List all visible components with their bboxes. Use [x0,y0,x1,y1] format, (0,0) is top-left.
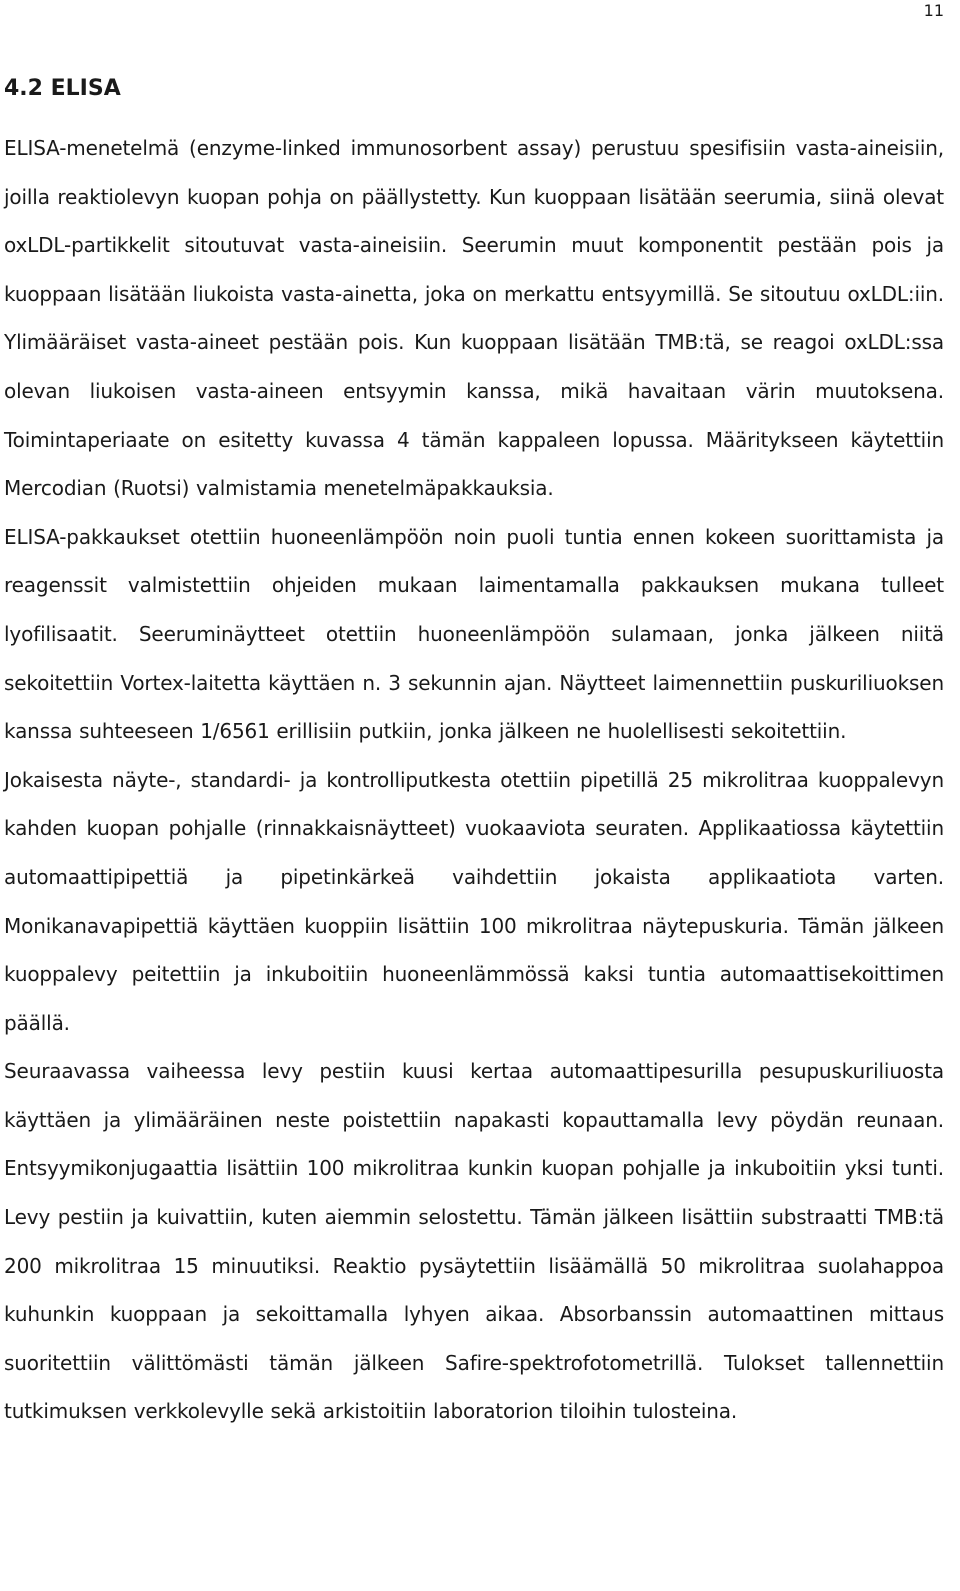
paragraph-pipetting: Jokaisesta näyte-, standardi- ja kontrolliputkesta otettiin pipetillä 25 mikrolitraa kuoppalevyn kahden kuopan pohjalle (rinnakkaisnäytteet) vuokaaviota seuraten. Applikaatiossa käytettiin automaattipipettiä ja pipetinkärkeä vaihdettiin jokaista applikaatiota varten. Monikanavapipettiä käyttäen kuoppiin lisättiin 100 mikrolitraa näytepuskuria. Tämän jälkeen kuoppalevy peitettiin ja inkuboitiin huoneenlämmössä kaksi tuntia automaattisekoittimen päällä. [4,767,944,1035]
paragraph-washing-and-measurement: Seuraavassa vaiheessa levy pestiin kuusi kertaa automaattipesurilla pesupuskuriliuosta käyttäen ja ylimääräinen neste poistettiin napakasti kopauttamalla levy pöydän reunaan. Entsyymikonjugaattia lisättiin 100 mikrolitraa kunkin kuopan pohjalle ja inkuboitiin yksi tunti. Levy pestiin ja kuivattiin, kuten aiemmin selostettu. Tämän jälkeen lisättiin substraatti TMB:tä 200 mikrolitraa 15 minuutiksi. Reaktio pysäytettiin lisäämällä 50 mikrolitraa suolahappoa kuhunkin kuoppaan ja sekoittamalla lyhyen aikaa. Absorbanssin automaattinen mittaus suoritettiin välittömästi tämän jälkeen Safire-spektrofotometrillä. Tulokset tallennettiin tutkimuksen verkkolevylle sekä arkistoitiin laboratorion tiloihin tulosteina. [4,1059,944,1424]
paragraph-sample-preparation: ELISA-pakkaukset otettiin huoneenlämpöön noin puoli tuntia ennen kokeen suorittamista ja reagenssit valmistettiin ohjeiden mukaan laimentamalla pakkauksen mukana tulleet lyofilisaatit. Seeruminäytteet otettiin huoneenlämpöön sulamaan, jonka jälkeen niitä sekoitettiin Vortex-laitetta käyttäen n. 3 sekunnin ajan. Näytteet laimennettiin puskuriliuoksen kanssa suhteeseen 1/6561 erillisiin putkiin, jonka jälkeen ne huolellisesti sekoitettiin. [4,524,944,744]
section-heading: 4.2 ELISA [4,76,121,101]
page-number: 11 [923,1,944,20]
paragraph-elisa-principle: ELISA-menetelmä (enzyme-linked immunosorbent assay) perustuu spesifisiin vasta-aineisiin, joilla reaktiolevyn kuopan pohja on päällystetty. Kun kuoppaan lisätään seerumia, siinä olevat oxLDL-partikkelit sitoutuvat vasta-aineisiin. Seerumin muut komponentit pestään pois ja kuoppaan lisätään liukoista vasta-ainetta, joka on merkattu entsyymillä. Se sitoutuu oxLDL:iin. Ylimääräiset vasta-aineet pestään pois. Kun kuoppaan lisätään TMB:tä, se reagoi oxLDL:ssa olevan liukoisen vasta-aineen entsyymin kanssa, mikä havaitaan värin muutoksena. Toimintaperiaate on esitetty kuvassa 4 tämän kappaleen lopussa. Määritykseen käytettiin Mercodian (Ruotsi) valmistamia menetelmäpakkauksia. [4,136,944,501]
document-body [4,66,944,1436]
